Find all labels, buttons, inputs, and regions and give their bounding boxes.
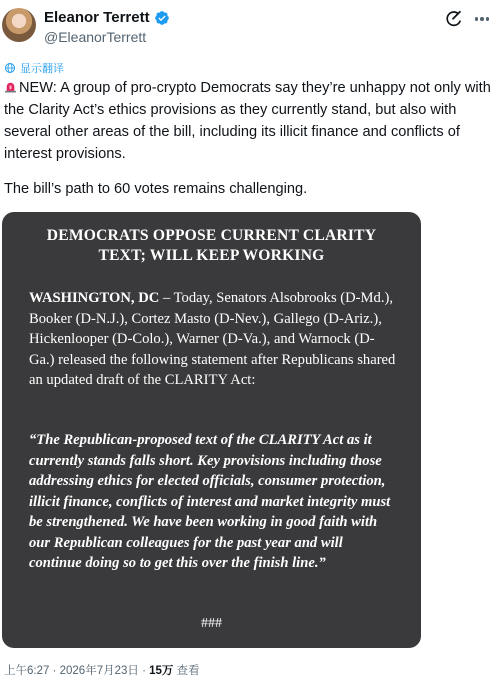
author-handle[interactable]: @EleanorTerrett — [44, 29, 147, 45]
press-release-body — [29, 288, 399, 391]
show-translation-label[interactable]: 显示翻译 — [20, 63, 64, 75]
grok-icon[interactable] — [444, 9, 464, 29]
press-release-end-mark: ### — [201, 616, 222, 631]
views-label: 查看 — [173, 665, 200, 677]
press-release-quote: “The Republican-proposed text of the CLARITY Act as it currently stands falls short. Key provisions including those addressing ethics for elected officials, consumer protection, illicit finance, conflicts of interest and market integrity must be strengthened. We have been working in good faith with our Republican colleagues for the past year and will continue doing so to get this over the finish line.” — [29, 432, 391, 571]
tweet-paragraph-2: The bill’s path to 60 votes remains challenging. — [4, 181, 308, 197]
views-count[interactable]: 15万 — [149, 665, 174, 677]
author-name-row[interactable] — [44, 9, 170, 26]
meta-separator-2: · — [138, 665, 150, 677]
press-title-line-1: DEMOCRATS OPPOSE CURRENT CLARITY — [46, 227, 377, 244]
press-release-image[interactable] — [2, 212, 421, 648]
press-release-title — [2, 226, 421, 266]
avatar[interactable] — [2, 8, 36, 42]
tweet-paragraph-1-text: NEW: A group of pro-crypto Democrats say they’re unhappy not only with the Clarity Act’s ethics provisions as they currently stand, but also with several other areas of the bill, including its illicit finance and conflicts of interest provisions. — [4, 80, 491, 162]
tweet-meta — [4, 662, 200, 678]
tweet-time[interactable]: 上午6:27 — [4, 665, 50, 677]
press-dateline: WASHINGTON, DC — [29, 290, 160, 306]
author-name[interactable]: Eleanor Terrett — [44, 9, 150, 26]
verified-badge-icon — [154, 10, 170, 26]
tweet-date[interactable]: 2026年7月23日 — [59, 665, 139, 677]
tweet-paragraph-1 — [4, 77, 498, 165]
press-body-text: – Today, Senators Alsobrooks (D-Md.), Booker (D-N.J.), Cortez Masto (D-Nev.), Gallego (D-Ariz.), Hickenlooper (D-Colo.), Warner (D-Va.), and Warnock (D-Ga.) released the following statement after Republicans shared an updated draft of the CLARITY Act: — [29, 290, 396, 388]
globe-icon — [4, 62, 16, 74]
siren-emoji-icon — [4, 80, 17, 93]
show-translation-link[interactable] — [4, 60, 64, 76]
more-icon[interactable] — [471, 9, 493, 29]
tweet-text — [4, 77, 498, 165]
meta-separator: · — [49, 665, 60, 677]
press-title-line-2: TEXT; WILL KEEP WORKING — [98, 247, 325, 264]
tweet-header — [0, 0, 502, 60]
